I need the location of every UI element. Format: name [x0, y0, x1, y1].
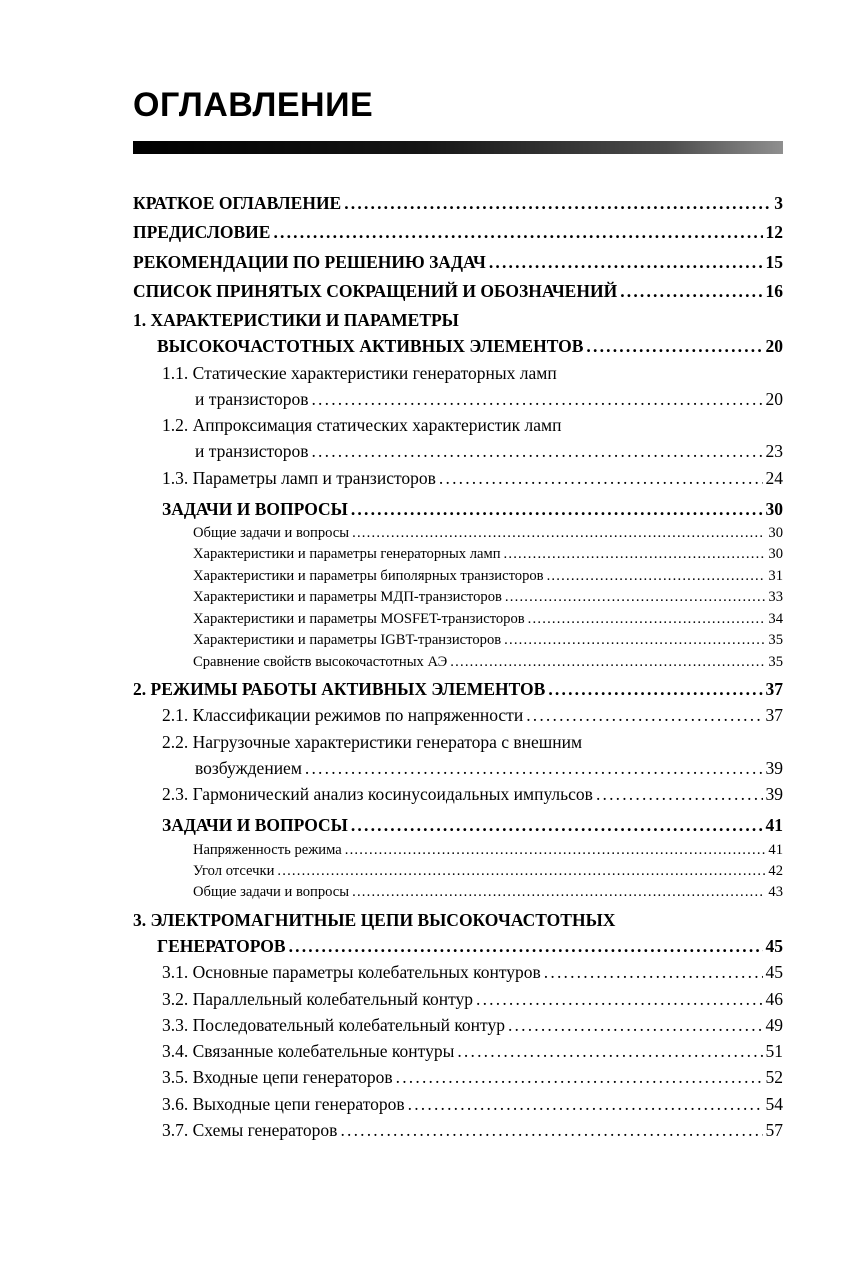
toc-entry-text: 2.3. Гармонический анализ косинусоидальных импульсов [162, 784, 593, 805]
toc-entry-line [133, 933, 783, 959]
toc-entry-text: ПРЕДИСЛОВИЕ [133, 222, 271, 243]
toc-entry [133, 360, 783, 413]
toc-entry-line [162, 702, 783, 728]
toc-entry-line [133, 219, 783, 245]
toc-entry-text: 3.7. Схемы генераторов [162, 1119, 338, 1140]
toc-entry-text: Характеристики и параметры IGBT-транзисторов [193, 632, 502, 649]
toc-entry-line [193, 652, 783, 673]
toc-page-number: 45 [765, 962, 783, 983]
dot-leader [526, 702, 762, 728]
dot-leader [450, 652, 765, 673]
toc-entry [133, 676, 783, 702]
dot-leader [351, 812, 763, 838]
toc-entry-text: 2.2. Нагрузочные характеристики генератора с внешним [162, 731, 583, 752]
toc-page-number: 34 [768, 610, 783, 627]
dot-leader [596, 781, 763, 807]
toc-entry-line [162, 812, 783, 838]
toc-entry-text: 3. ЭЛЕКТРОМАГНИТНЫЕ ЦЕПИ ВЫСОКОЧАСТОТНЫХ [133, 909, 616, 930]
dot-leader [305, 755, 763, 781]
toc-page-number: 31 [768, 567, 783, 584]
toc-page-number: 23 [765, 441, 783, 462]
toc-entry-line [193, 566, 783, 587]
toc-entry-line [162, 1012, 783, 1038]
toc-entry-line [193, 840, 783, 861]
toc-entry-line [133, 190, 783, 216]
dot-leader [351, 496, 763, 522]
toc-entry-line [162, 959, 783, 985]
toc-entry-line [162, 465, 783, 491]
toc-entry-line [162, 1038, 783, 1064]
dot-leader [289, 933, 763, 959]
toc-entry-line [193, 630, 783, 651]
toc-page-number: 39 [765, 784, 783, 805]
dot-leader [311, 438, 762, 464]
toc-entry-text: Характеристики и параметры генераторных ламп [193, 546, 501, 563]
toc-page-number: 37 [765, 679, 783, 700]
toc-entry-line [162, 1117, 783, 1143]
toc-page-number: 35 [768, 653, 783, 670]
dot-leader [586, 333, 762, 359]
toc-entry-text: и транзисторов [195, 388, 309, 409]
toc-entry-line [193, 523, 783, 544]
toc-entry [133, 1117, 783, 1143]
dot-leader [504, 630, 765, 651]
toc-entry-line [133, 278, 783, 304]
toc-page-number: 54 [765, 1093, 783, 1114]
toc-entry-text: ВЫСОКОЧАСТОТНЫХ АКТИВНЫХ ЭЛЕМЕНТОВ [157, 336, 584, 357]
toc-entry-text: 3.3. Последовательный колебательный контур [162, 1014, 505, 1035]
toc-entry-text: возбуждением [195, 757, 302, 778]
toc-page-number: 30 [765, 498, 783, 519]
toc-entry-wrap-line [162, 729, 783, 755]
toc-entry [133, 465, 783, 491]
toc-entry-text: Характеристики и параметры МДП-транзисторов [193, 589, 502, 606]
toc-entry-line [162, 781, 783, 807]
toc-page-number: 39 [765, 757, 783, 778]
dot-leader [311, 386, 762, 412]
toc-page-number: 46 [765, 988, 783, 1009]
toc-page-number: 42 [768, 863, 783, 879]
dot-leader [544, 959, 763, 985]
toc-page-number: 49 [765, 1014, 783, 1035]
toc-entry-line [162, 386, 783, 412]
toc-entry [133, 278, 783, 304]
toc-entry [133, 959, 783, 985]
toc-entry-text: РЕКОМЕНДАЦИИ ПО РЕШЕНИЮ ЗАДАЧ [133, 251, 486, 272]
toc-entry [133, 652, 783, 673]
toc-entry [133, 986, 783, 1012]
toc-page-number: 37 [765, 705, 783, 726]
toc-entry-text: 1.1. Статические характеристики генераторных ламп [162, 362, 557, 383]
toc-page-number: 51 [765, 1041, 783, 1062]
toc-page-number: 12 [765, 222, 783, 243]
toc-entry-wrap-line [133, 907, 783, 933]
toc-entry-text: Угол отсечки [193, 863, 275, 879]
toc-entry-line [162, 438, 783, 464]
toc-entry [133, 812, 783, 838]
toc-entry-line [133, 676, 783, 702]
toc-entry-text: ЗАДАЧИ И ВОПРОСЫ [162, 815, 348, 836]
dot-leader [505, 587, 766, 608]
dot-leader [408, 1091, 763, 1117]
toc-entry-text: 1.2. Аппроксимация статических характеристик ламп [162, 415, 562, 435]
dot-leader [344, 190, 771, 216]
toc-page-number: 41 [768, 841, 783, 858]
toc-entry [133, 587, 783, 608]
dot-leader [620, 278, 762, 304]
toc-page-number: 30 [768, 525, 783, 541]
toc-page-number: 52 [765, 1067, 783, 1088]
toc-entry-text: 2. РЕЖИМЫ РАБОТЫ АКТИВНЫХ ЭЛЕМЕНТОВ [133, 679, 546, 700]
toc-entry-wrap-line [133, 307, 783, 333]
toc-entry-text: 1.3. Параметры ламп и транзисторов [162, 467, 436, 488]
toc-entry-line [193, 587, 783, 608]
toc-entry [133, 1064, 783, 1090]
dot-leader [547, 566, 766, 587]
toc-entry-text: Характеристики и параметры биполярных транзисторов [193, 567, 544, 584]
dot-leader [439, 465, 763, 491]
toc-entry-text: 3.4. Связанные колебательные контуры [162, 1041, 455, 1062]
toc-entry [133, 412, 783, 465]
toc-entry-line [133, 333, 783, 359]
toc-entry [133, 781, 783, 807]
toc-entry-line [193, 861, 783, 882]
title-rule [133, 141, 783, 154]
toc-page-number: 20 [765, 336, 783, 357]
toc-entry [133, 609, 783, 630]
toc-entry [133, 496, 783, 522]
toc-entry-text: 1. ХАРАКТЕРИСТИКИ И ПАРАМЕТРЫ [133, 310, 459, 330]
dot-leader [352, 882, 765, 903]
toc-entry [133, 219, 783, 245]
toc-entry-text: Характеристики и параметры MOSFET-транзисторов [193, 610, 525, 627]
toc-entry-text: Общие задачи и вопросы [193, 884, 350, 901]
toc-page-number: 3 [774, 193, 783, 213]
dot-leader [476, 986, 762, 1012]
toc-entry [133, 1012, 783, 1038]
toc-page-number: 43 [768, 884, 783, 901]
toc-entry [133, 840, 783, 861]
toc-entry-text: 3.5. Входные цепи генераторов [162, 1067, 393, 1088]
toc-entry [133, 307, 783, 360]
dot-leader [504, 544, 766, 565]
toc-entry-line [193, 544, 783, 565]
toc-entry-text: КРАТКОЕ ОГЛАВЛЕНИЕ [133, 193, 342, 213]
toc-page-number: 24 [765, 467, 783, 488]
toc-entry-wrap-line [162, 360, 783, 386]
toc-entry-line [193, 882, 783, 903]
page-sheet [133, 0, 783, 1143]
toc-entry-line [162, 1091, 783, 1117]
toc-entry-text: Общие задачи и вопросы [193, 525, 350, 541]
toc-entry [133, 630, 783, 651]
toc-page-number: 41 [765, 815, 783, 836]
dot-leader [277, 861, 765, 882]
toc-entry-text: Сравнение свойств высокочастотных АЭ [193, 653, 448, 670]
toc-entry [133, 1038, 783, 1064]
toc-entry-line [162, 755, 783, 781]
toc-entry-wrap-line [162, 412, 783, 438]
dot-leader [396, 1064, 763, 1090]
toc-page-number: 15 [765, 251, 783, 272]
toc-entry-line [193, 609, 783, 630]
toc-page-number: 45 [765, 936, 783, 957]
dot-leader [352, 523, 765, 544]
dot-leader [528, 609, 766, 630]
toc-entry [133, 1091, 783, 1117]
toc-entry-text: ЗАДАЧИ И ВОПРОСЫ [162, 498, 348, 519]
toc-entry-line [133, 249, 783, 275]
toc-entry [133, 523, 783, 544]
toc-page-number: 30 [768, 546, 783, 563]
toc-entry [133, 544, 783, 565]
toc-entry-text: 3.1. Основные параметры колебательных контуров [162, 962, 541, 983]
dot-leader [508, 1012, 763, 1038]
dot-leader [345, 840, 766, 861]
toc-entry [133, 882, 783, 903]
toc-page-number: 16 [765, 280, 783, 301]
page-title: ОГЛАВЛЕНИЕ [133, 86, 374, 124]
toc-entry-text: 3.6. Выходные цепи генераторов [162, 1093, 405, 1114]
toc-entry [133, 249, 783, 275]
toc-entry-line [162, 986, 783, 1012]
toc-entry [133, 190, 783, 216]
toc-entry-text: Напряженность режима [193, 841, 342, 858]
toc-list [133, 190, 783, 1143]
toc-entry [133, 566, 783, 587]
dot-leader [273, 219, 762, 245]
toc-entry [133, 907, 783, 960]
dot-leader [340, 1117, 762, 1143]
toc-page-number: 33 [768, 589, 783, 606]
toc-entry [133, 861, 783, 882]
toc-page-number: 57 [765, 1119, 783, 1140]
dot-leader [457, 1038, 762, 1064]
dot-leader [548, 676, 762, 702]
toc-entry [133, 702, 783, 728]
dot-leader [489, 249, 763, 275]
toc-page-number: 35 [768, 632, 783, 649]
toc-entry-text: 3.2. Параллельный колебательный контур [162, 988, 474, 1009]
toc-entry-text: СПИСОК ПРИНЯТЫХ СОКРАЩЕНИЙ И ОБОЗНАЧЕНИЙ [133, 280, 618, 301]
toc-entry-line [162, 1064, 783, 1090]
toc-page-number: 20 [765, 388, 783, 409]
toc-entry [133, 729, 783, 782]
toc-entry-text: ГЕНЕРАТОРОВ [157, 936, 286, 957]
toc-entry-line [162, 496, 783, 522]
toc-entry-text: и транзисторов [195, 441, 309, 462]
toc-entry-text: 2.1. Классификации режимов по напряженности [162, 705, 524, 726]
